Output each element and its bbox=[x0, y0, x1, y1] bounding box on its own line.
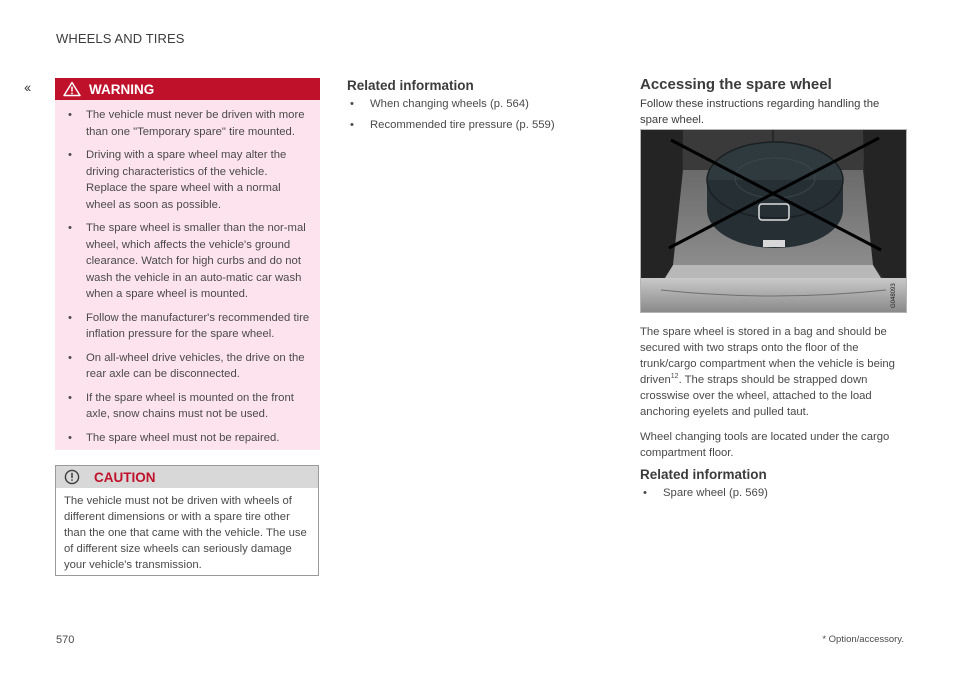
warning-item: • The vehicle must never be driven with more than one "Temporary spare" tire mounted. bbox=[65, 107, 310, 140]
caution-exclamation-icon bbox=[64, 469, 86, 485]
caution-header bbox=[56, 466, 318, 488]
warning-item: • The spare wheel must not be repaired. bbox=[65, 430, 310, 447]
warning-item: • The spare wheel is smaller than the nor-mal wheel, which affects the vehicle's ground clearance. Watch for high curbs and do not wash the vehicle in an auto-matic car wash when a spare wheel is mounted. bbox=[65, 220, 310, 303]
spare-wheel-illustration bbox=[640, 129, 907, 313]
section-intro: Follow these instructions regarding handling the spare wheel. bbox=[640, 98, 880, 126]
section-header bbox=[640, 76, 908, 128]
related-info-title: Related information bbox=[347, 78, 474, 93]
figure-code: G048093 bbox=[891, 283, 897, 308]
warning-label: WARNING bbox=[89, 81, 155, 97]
footnote-ref[interactable]: 12 bbox=[670, 373, 679, 381]
warning-item: • Follow the manufacturer's recommended tire inflation pressure for the spare wheel. bbox=[65, 310, 310, 343]
footer-note: * Option/accessory. bbox=[822, 634, 904, 645]
caution-box bbox=[55, 465, 319, 576]
body-paragraph-2: Wheel changing tools are located under the cargo compartment floor. bbox=[640, 431, 890, 459]
related-link-changing-wheels[interactable]: • When changing wheels (p. 564) bbox=[347, 96, 597, 112]
related-info-middle bbox=[347, 78, 597, 138]
related-info-right bbox=[640, 467, 908, 506]
back-chevron-icon[interactable]: ‹‹ bbox=[24, 79, 30, 95]
warning-header bbox=[55, 78, 320, 100]
page-header-title: WHEELS AND TIRES bbox=[56, 31, 185, 46]
related-link-spare-wheel[interactable]: • Spare wheel (p. 569) bbox=[640, 485, 908, 501]
body-paragraph-1: The spare wheel is stored in a bag and should be secured with two straps onto the floor of the trunk/cargo compartment when the vehicle is being driven$^{12}$. The straps should be strapped down crosswise over the wheel, attached to the load anchoring eyelets and pulled taut. bbox=[640, 326, 895, 418]
related-links bbox=[640, 485, 908, 501]
related-links bbox=[347, 96, 597, 133]
warning-list bbox=[55, 100, 320, 446]
section-title: Accessing the spare wheel bbox=[640, 76, 832, 93]
warning-item: • On all-wheel drive vehicles, the drive on the rear axle can be disconnected. bbox=[65, 350, 310, 383]
warning-box bbox=[55, 78, 320, 450]
caution-label: CAUTION bbox=[94, 469, 156, 485]
page-number: 570 bbox=[56, 634, 75, 646]
warning-triangle-icon bbox=[63, 81, 85, 97]
caution-text: The vehicle must not be driven with wheels of different dimensions or with a spare tire other than the one that came with the vehicle. The use of different size wheels can seriously damage your vehicle's transmission. bbox=[64, 495, 307, 571]
related-link-tire-pressure[interactable]: • Recommended tire pressure (p. 559) bbox=[347, 117, 597, 133]
warning-item: • Driving with a spare wheel may alter the driving characteristics of the vehicle. Replace the spare wheel with a normal wheel as soon as possible. bbox=[65, 147, 310, 213]
related-info-title: Related information bbox=[640, 467, 767, 482]
section-body bbox=[640, 324, 908, 470]
warning-item: • If the spare wheel is mounted on the front axle, snow chains must not be used. bbox=[65, 390, 310, 423]
